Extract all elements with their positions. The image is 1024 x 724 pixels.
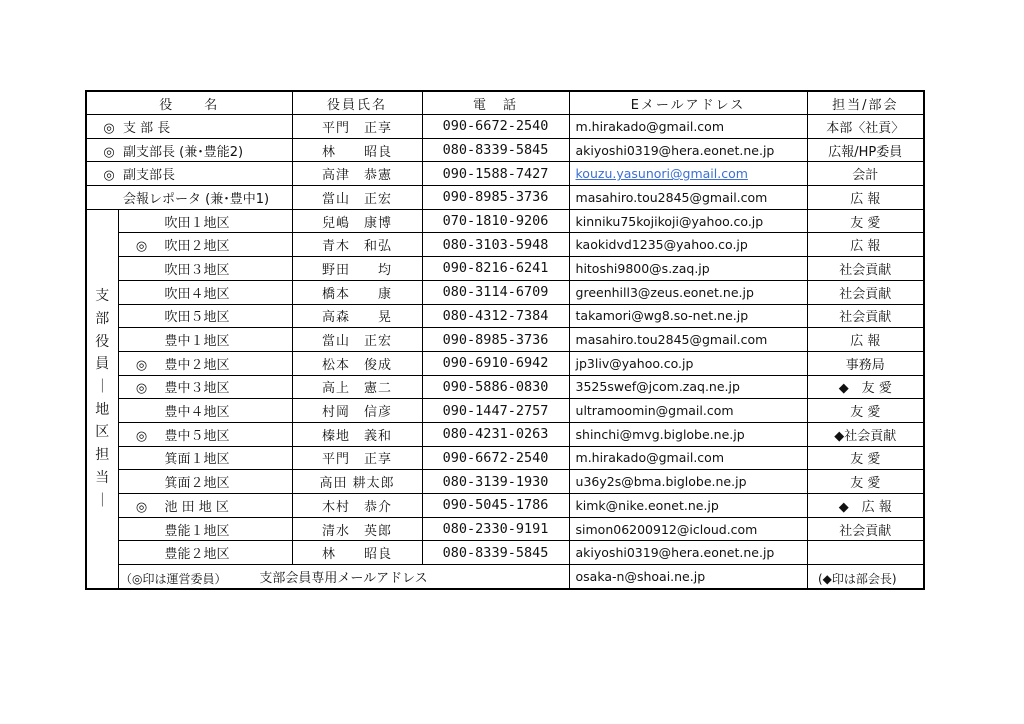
phone-number: 080-2330-9191	[422, 517, 569, 541]
district-cell	[118, 280, 292, 304]
district-label: 豊中２地区	[164, 357, 230, 373]
officer-name: 高上 憲二	[292, 375, 422, 399]
phone-number: 090-6910-6942	[422, 351, 569, 375]
table-row	[86, 494, 924, 518]
officer-roster-table	[85, 90, 925, 590]
committee-member-note: （◎印は運営委員）	[120, 572, 227, 586]
district-cell	[118, 494, 292, 518]
district-label: 吹田２地区	[164, 239, 230, 255]
table-row	[86, 446, 924, 470]
email-address: kimk@nike.eonet.ne.jp	[569, 494, 807, 518]
member-email-address: osaka-n@shoai.ne.jp	[569, 565, 807, 589]
role-label: 副支部長	[123, 168, 176, 184]
duty-cell: 広報/HP委員	[807, 138, 924, 162]
table-row	[86, 328, 924, 352]
table-row	[86, 517, 924, 541]
duty-cell: 友 愛	[807, 399, 924, 423]
table-row	[86, 375, 924, 399]
phone-number: 090-1588-7427	[422, 162, 569, 186]
email-address: ultramoomin@gmail.com	[569, 399, 807, 423]
duty-cell: 友 愛	[807, 209, 924, 233]
table-row	[86, 351, 924, 375]
district-label: 吹田３地区	[164, 262, 230, 278]
phone-number: 080-3139-1930	[422, 470, 569, 494]
duty-cell: 本部〈社貢〉	[807, 115, 924, 139]
header-duty: 担当/部会	[807, 91, 924, 115]
header-name: 役員氏名	[292, 91, 422, 115]
phone-number: 070-1810-9206	[422, 209, 569, 233]
duty-cell	[807, 541, 924, 565]
duty-cell: 広 報	[807, 186, 924, 210]
officer-name: 兒嶋 康博	[292, 209, 422, 233]
email-link[interactable]: kouzu.yasunori@gmail.com	[575, 166, 748, 182]
district-label: 豊中５地区	[164, 428, 230, 444]
email-address: greenhill3@zeus.eonet.ne.jp	[569, 280, 807, 304]
table-row	[86, 186, 924, 210]
role-cell	[86, 186, 292, 210]
table-row	[86, 209, 924, 233]
district-label: 池 田 地 区	[164, 499, 229, 515]
duty-cell: ◆ 広 報	[807, 494, 924, 518]
duty-cell: ◆社会貢献	[807, 422, 924, 446]
duty-cell: 事務局	[807, 351, 924, 375]
officer-name: 當山 正宏	[292, 328, 422, 352]
role-label: 副支部長 (兼･豊能2)	[123, 144, 244, 160]
duty-cell: 社会貢献	[807, 257, 924, 281]
officer-name: 平門 正享	[292, 115, 422, 139]
district-cell	[118, 209, 292, 233]
role-cell	[86, 162, 292, 186]
officer-name: 木村 恭介	[292, 494, 422, 518]
officer-name: 清水 英郎	[292, 517, 422, 541]
side-label: 支部役員｜地区担当｜	[95, 288, 110, 509]
header-role: 役 名	[86, 91, 292, 115]
district-cell	[118, 446, 292, 470]
duty-cell: 友 愛	[807, 446, 924, 470]
email-address: simon06200912@icloud.com	[569, 517, 807, 541]
duty-cell: 社会貢献	[807, 304, 924, 328]
table-row	[86, 470, 924, 494]
duty-cell: 友 愛	[807, 470, 924, 494]
officer-name: 橋本 康	[292, 280, 422, 304]
email-address: kaokidvd1235@yahoo.co.jp	[569, 233, 807, 257]
district-cell	[118, 233, 292, 257]
district-cell	[118, 470, 292, 494]
phone-number: 080-3103-5948	[422, 233, 569, 257]
district-label: 吹田４地区	[164, 286, 230, 302]
email-address: kinniku75kojikoji@yahoo.co.jp	[569, 209, 807, 233]
phone-number: 090-1447-2757	[422, 399, 569, 423]
table-row	[86, 162, 924, 186]
district-cell	[118, 328, 292, 352]
email-address: jp3liv@yahoo.co.jp	[569, 351, 807, 375]
email-address: hitoshi9800@s.zaq.jp	[569, 257, 807, 281]
email-address: 3525swef@jcom.zaq.ne.jp	[569, 375, 807, 399]
district-label: 豊能１地区	[164, 523, 230, 539]
officer-name: 松本 俊成	[292, 351, 422, 375]
officer-name: 榛地 義和	[292, 422, 422, 446]
officer-name: 當山 正宏	[292, 186, 422, 210]
phone-number: 090-8985-3736	[422, 186, 569, 210]
committee-mark: ◎	[135, 381, 148, 397]
phone-number: 080-8339-5845	[422, 138, 569, 162]
district-label: 吹田５地区	[164, 310, 230, 326]
role-label: 支 部 長	[123, 120, 171, 136]
officer-name: 平門 正享	[292, 446, 422, 470]
officer-name: 野田 均	[292, 257, 422, 281]
district-label: 豊中３地区	[164, 381, 230, 397]
role-cell	[86, 138, 292, 162]
table-row	[86, 422, 924, 446]
committee-mark: ◎	[135, 428, 148, 444]
committee-mark: ◎	[103, 144, 115, 160]
committee-mark: ◎	[103, 120, 115, 136]
officer-name: 林 昭良	[292, 138, 422, 162]
district-label: 箕面１地区	[164, 452, 230, 468]
district-label: 豊能２地区	[164, 547, 230, 563]
phone-number: 080-4231-0263	[422, 422, 569, 446]
committee-mark: ◎	[135, 499, 148, 515]
header-phone: 電 話	[422, 91, 569, 115]
phone-number: 090-6672-2540	[422, 115, 569, 139]
email-address[interactable]	[569, 162, 807, 186]
table-row	[86, 138, 924, 162]
table-row	[86, 280, 924, 304]
email-address: takamori@wg8.so-net.ne.jp	[569, 304, 807, 328]
district-cell	[118, 351, 292, 375]
phone-number: 080-8339-5845	[422, 541, 569, 565]
phone-number: 080-3114-6709	[422, 280, 569, 304]
district-label: 豊中１地区	[164, 334, 230, 350]
table-row	[86, 304, 924, 328]
phone-number: 090-8985-3736	[422, 328, 569, 352]
email-address: u36y2s@bma.biglobe.ne.jp	[569, 470, 807, 494]
officer-name: 高津 恭憲	[292, 162, 422, 186]
officer-name: 村岡 信彦	[292, 399, 422, 423]
duty-cell: 会計	[807, 162, 924, 186]
committee-mark: ◎	[103, 168, 115, 184]
district-label: 吹田１地区	[164, 215, 230, 231]
member-email-label: 支部会員専用メールアドレス	[118, 565, 569, 589]
officer-name: 林 昭良	[292, 541, 422, 565]
duty-cell: 社会貢献	[807, 280, 924, 304]
district-cell	[118, 257, 292, 281]
table-row	[86, 233, 924, 257]
duty-cell: ◆ 友 愛	[807, 375, 924, 399]
email-address: masahiro.tou2845@gmail.com	[569, 186, 807, 210]
phone-number: 080-4312-7384	[422, 304, 569, 328]
email-address: m.hirakado@gmail.com	[569, 446, 807, 470]
phone-number: 090-8216-6241	[422, 257, 569, 281]
phone-number: 090-5045-1786	[422, 494, 569, 518]
district-cell	[118, 304, 292, 328]
duty-cell: 広 報	[807, 233, 924, 257]
table-row	[86, 257, 924, 281]
officer-name: 高森 晃	[292, 304, 422, 328]
table-row	[86, 541, 924, 565]
role-label: 会報レポータ (兼･豊中1)	[123, 191, 270, 207]
district-cell	[118, 541, 292, 565]
district-cell	[118, 375, 292, 399]
phone-number: 090-5886-0830	[422, 375, 569, 399]
side-label-cell	[86, 209, 118, 589]
duty-cell: 社会貢献	[807, 517, 924, 541]
officer-name: 高田 耕太郎	[292, 470, 422, 494]
duty-cell: 広 報	[807, 328, 924, 352]
section-chief-note: (◆印は部会長)	[818, 572, 897, 586]
officer-name: 青木 和弘	[292, 233, 422, 257]
email-address: akiyoshi0319@hera.eonet.ne.jp	[569, 138, 807, 162]
district-label: 箕面２地区	[164, 476, 230, 492]
header-email: Eメールアドレス	[569, 91, 807, 115]
district-label: 豊中４地区	[164, 405, 230, 421]
role-cell	[86, 115, 292, 139]
email-address: akiyoshi0319@hera.eonet.ne.jp	[569, 541, 807, 565]
email-address: shinchi@mvg.biglobe.ne.jp	[569, 422, 807, 446]
email-address: m.hirakado@gmail.com	[569, 115, 807, 139]
phone-number: 090-6672-2540	[422, 446, 569, 470]
table-header-row	[86, 91, 924, 115]
district-cell	[118, 517, 292, 541]
email-address: masahiro.tou2845@gmail.com	[569, 328, 807, 352]
committee-mark: ◎	[135, 357, 148, 373]
district-cell	[118, 399, 292, 423]
table-row	[86, 115, 924, 139]
table-row	[86, 399, 924, 423]
district-cell	[118, 422, 292, 446]
committee-mark: ◎	[135, 239, 148, 255]
